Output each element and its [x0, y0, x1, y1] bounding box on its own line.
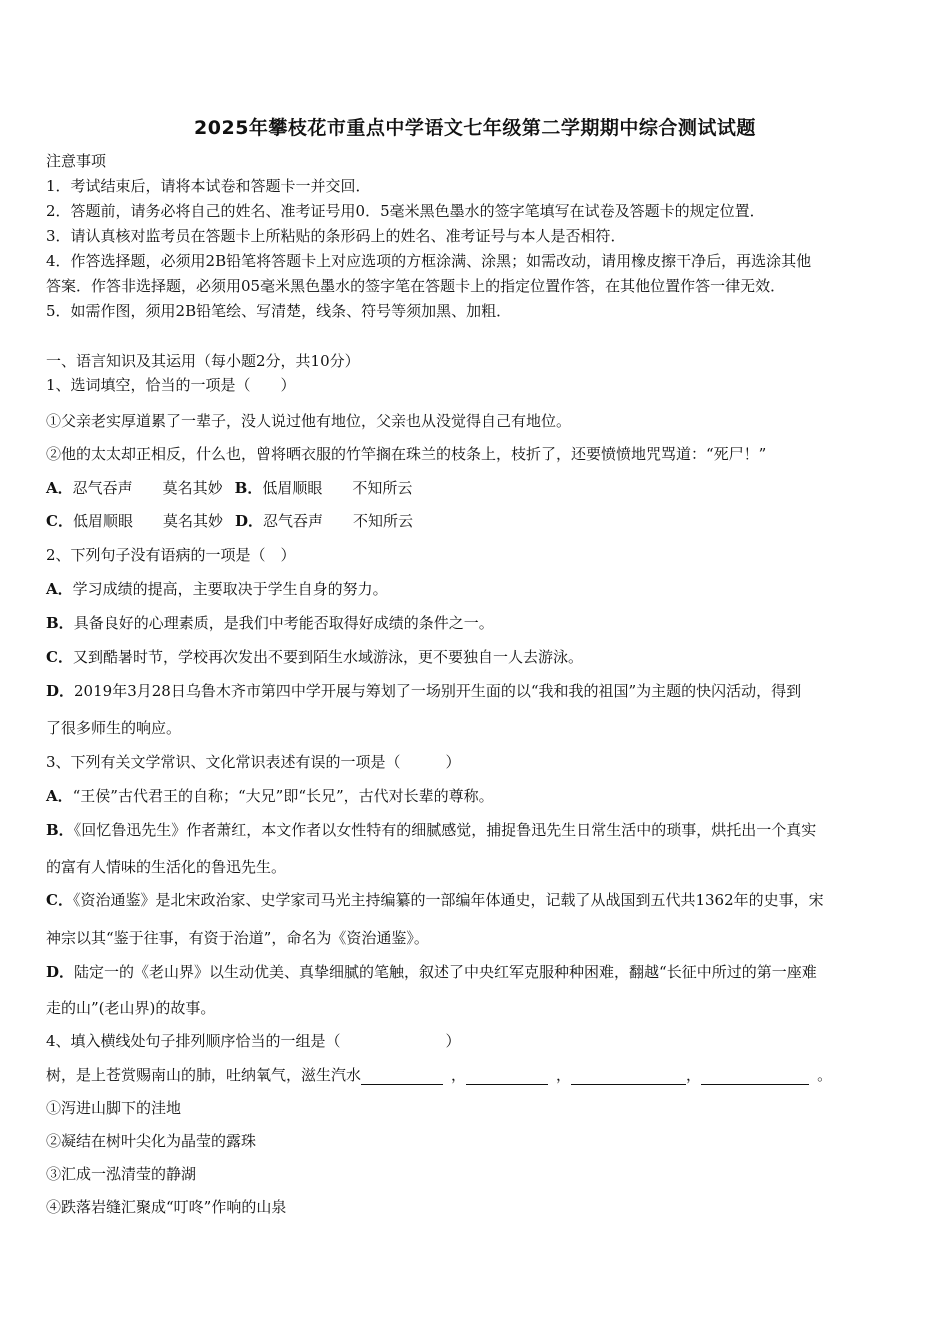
- option-a-text: “王侯”古代君王的自称；“大兄”即“长兄”，古代对长辈的尊称。: [72, 787, 494, 805]
- notes-heading: 注意事项: [46, 152, 107, 170]
- option-a-label: A．: [46, 580, 73, 598]
- question-1-sentence-2: ②他的太太却正相反，什么也，曾将晒衣服的竹竿搁在珠兰的枝条上，枝折了，还要愤愤地咒骂道：“死尸！”: [46, 445, 767, 463]
- option-c-text: 《资治通鉴》是北宋政治家、史学家司马光主持编纂的一部编年体通史，记载了从战国到五代共1362年的史事，宋: [72, 891, 824, 909]
- option-d-text: 陆定一的《老山界》以生动优美、真挚细腻的笔触，叙述了中央红军克服种种困难，翻越“长征中所过的第一座难: [74, 963, 817, 981]
- question-1-options-ab: [46, 478, 412, 498]
- question-3-option-a: [46, 786, 494, 806]
- sentence-end: 。: [817, 1066, 833, 1084]
- question-3-option-b-cont: 的富有人情味的生活化的鲁迅先生。: [46, 858, 287, 876]
- question-1-options-cd: [46, 511, 413, 531]
- question-2-option-b: [46, 613, 494, 633]
- separator: ，: [686, 1066, 702, 1084]
- question-1-stem: 1、选词填空，恰当的一项是（ ）: [46, 376, 296, 394]
- separator: ，: [556, 1066, 572, 1084]
- option-c-text: 低眉顺眼 莫名其妙: [72, 512, 223, 530]
- question-3-option-d-cont: 走的山”(老山界)的故事。: [46, 999, 216, 1017]
- note-item-5: 5．如需作图，须用2B铅笔绘、写清楚，线条、符号等须加黑、加粗．: [46, 302, 512, 320]
- separator: ，: [451, 1066, 467, 1084]
- option-a-text: 忍气吞声 莫名其妙: [72, 479, 223, 497]
- option-b-label: B．: [46, 821, 74, 839]
- question-3-option-c-cont: 神宗以其“鉴于往事，有资于治道”，命名为《资治通鉴》。: [46, 929, 429, 947]
- option-b-text: 具备良好的心理素质，是我们中考能否取得好成绩的条件之一。: [73, 614, 494, 632]
- note-item-1: 1．考试结束后，请将本试卷和答题卡一并交回．: [46, 177, 371, 195]
- section-heading: 一、语言知识及其运用（每小题2分，共10分）: [46, 352, 360, 370]
- question-1-sentence-1: ①父亲老实厚道累了一辈子，没人说过他有地位，父亲也从没觉得自己有地位。: [46, 412, 572, 430]
- option-a-text: 学习成绩的提高，主要取决于学生自身的努力。: [72, 580, 388, 598]
- note-item-4-cont: 答案．作答非选择题，必须用05毫米黑色墨水的签字笔在答题卡上的指定位置作答，在其他位置作答一律无效．: [46, 277, 786, 295]
- note-item-4: 4．作答选择题，必须用2B铅笔将答题卡上对应选项的方框涂满、涂黑；如需改动，请用橡皮擦干净后，再选涂其他: [46, 252, 812, 270]
- question-2-option-a: [46, 579, 388, 599]
- note-item-3: 3．请认真核对监考员在答题卡上所粘贴的条形码上的姓名、准考证号与本人是否相符．: [46, 227, 626, 245]
- question-2-option-d: [46, 681, 801, 701]
- option-d-label: D．: [234, 512, 263, 530]
- option-b-label: B．: [234, 479, 263, 497]
- option-b-text: 《回忆鲁迅先生》作者萧红，本文作者以女性特有的细腻感觉，捕捉鲁迅先生日常生活中的琐事，烘托出一个真实: [73, 821, 817, 839]
- option-c-label: C．: [46, 891, 73, 909]
- blank-2: [466, 1069, 548, 1085]
- option-d-label: D．: [46, 963, 75, 981]
- option-c-label: C．: [46, 648, 73, 666]
- question-4-item-3: ③汇成一泓清莹的静湖: [46, 1165, 197, 1183]
- blank-3: [571, 1069, 686, 1085]
- page-title: 2025年攀枝花市重点中学语文七年级第二学期期中综合测试试题: [194, 117, 756, 139]
- option-d-text: 2019年3月28日乌鲁木齐市第四中学开展与筹划了一场别开生面的以“我和我的祖国”为主题的快闪活动，得到: [74, 682, 802, 700]
- question-3-option-b: [46, 820, 816, 840]
- note-item-2: 2．答题前，请务必将自己的姓名、准考证号用0．5毫米黑色墨水的签字笔填写在试卷及答题卡的规定位置．: [46, 202, 765, 220]
- option-a-label: A．: [46, 479, 73, 497]
- option-b-label: B．: [46, 614, 74, 632]
- question-2-stem: 2、下列句子没有语病的一项是（ ）: [46, 546, 296, 564]
- option-a-label: A．: [46, 787, 73, 805]
- option-c-text: 又到酷暑时节，学校再次发出不要到陌生水域游泳，更不要独自一人去游泳。: [72, 648, 583, 666]
- option-d-text: 忍气吞声 不知所云: [262, 512, 413, 530]
- question-4-sentence: [46, 1065, 832, 1085]
- blank-1: [361, 1069, 443, 1085]
- question-3-option-c: [46, 890, 824, 910]
- blank-4: [701, 1069, 809, 1085]
- question-4-stem: 4、填入横线处句子排列顺序恰当的一组是（ ）: [46, 1032, 461, 1050]
- question-2-option-d-cont: 了很多师生的响应。: [46, 719, 182, 737]
- option-d-label: D．: [46, 682, 75, 700]
- question-4-item-4: ④跌落岩缝汇聚成“叮咚”作响的山泉: [46, 1198, 287, 1216]
- question-4-item-1: ①泻进山脚下的洼地: [46, 1099, 182, 1117]
- question-4-item-2: ②凝结在树叶尖化为晶莹的露珠: [46, 1132, 257, 1150]
- sentence-start: 树，是上苍赏赐南山的肺，吐纳氧气，滋生汽水: [46, 1066, 362, 1084]
- option-c-label: C．: [46, 512, 73, 530]
- question-3-option-d: [46, 962, 817, 982]
- question-2-option-c: [46, 647, 583, 667]
- option-b-text: 低眉顺眼 不知所云: [262, 479, 413, 497]
- question-3-stem: 3、下列有关文学常识、文化常识表述有误的一项是（ ）: [46, 753, 461, 771]
